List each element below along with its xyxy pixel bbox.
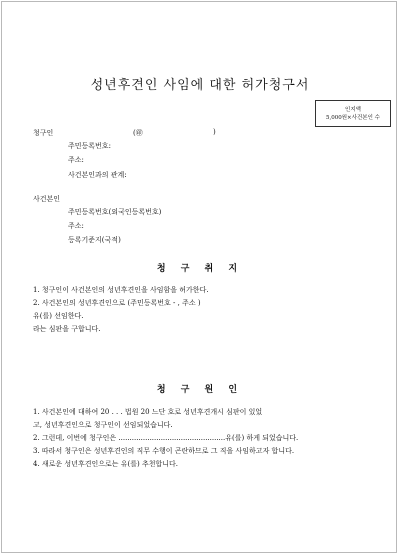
- purpose-item: 1. 청구인이 사건본인의 성년후견인을 사임함을 허가한다.: [33, 286, 209, 294]
- stamp-fee-label: 인지액: [345, 107, 361, 113]
- principal-field-address: 주소:: [68, 222, 84, 230]
- claimant-field-relation: 사건본인과의 관계:: [68, 171, 127, 179]
- purpose-closing: 라는 심판을 구합니다.: [33, 325, 101, 333]
- principal-field-registry: 등록기준지(국적): [68, 236, 121, 244]
- principal-label: 사건본인: [33, 195, 61, 203]
- cause-heading: 청 구 원 인: [156, 385, 244, 395]
- cause-item: 1. 사건본인에 대하여 20 . . . 법원 20 느단 호로 성년후견개시 심판이 있었: [33, 408, 263, 416]
- cause-item: 고, 성년후견인으로 청구인이 선임되었습니다.: [33, 421, 173, 429]
- document-page: [1, 1, 397, 553]
- cause-item: 4. 새로운 성년후견인으로는 유(를) 추천합니다.: [33, 460, 178, 468]
- purpose-item: 유(를) 선임한다.: [33, 312, 84, 320]
- claimant-field-rrn: 주민등록번호:: [68, 142, 111, 150]
- purpose-heading: 청 구 취 지: [156, 264, 244, 274]
- purpose-item: 2. 사건본인의 성년후견인으로 (주민등록번호 - , 주소 ): [33, 299, 201, 307]
- principal-field-rrn: 주민등록번호(외국인등록번호): [68, 208, 162, 216]
- claimant-label: 청구인: [33, 129, 54, 137]
- document-title: 성년후견인 사임에 대한 허가청구서: [90, 78, 310, 93]
- stamp-fee-amount: 5,000원×사건본인 수: [326, 115, 380, 121]
- stamp-fee-box: [315, 100, 391, 127]
- claimant-seal: (㊞: [133, 129, 143, 137]
- cause-item: 3. 따라서 청구인은 성년후견인의 직무 수행이 곤란하므로 그 직을 사임하고자 합니다.: [33, 447, 295, 455]
- claimant-field-address: 주소:: [68, 156, 84, 164]
- claimant-close-paren: ): [213, 128, 216, 136]
- cause-item: 2. 그런데, 이번에 청구인은 ................................................유(를) 하게 되었습니다.: [33, 434, 299, 442]
